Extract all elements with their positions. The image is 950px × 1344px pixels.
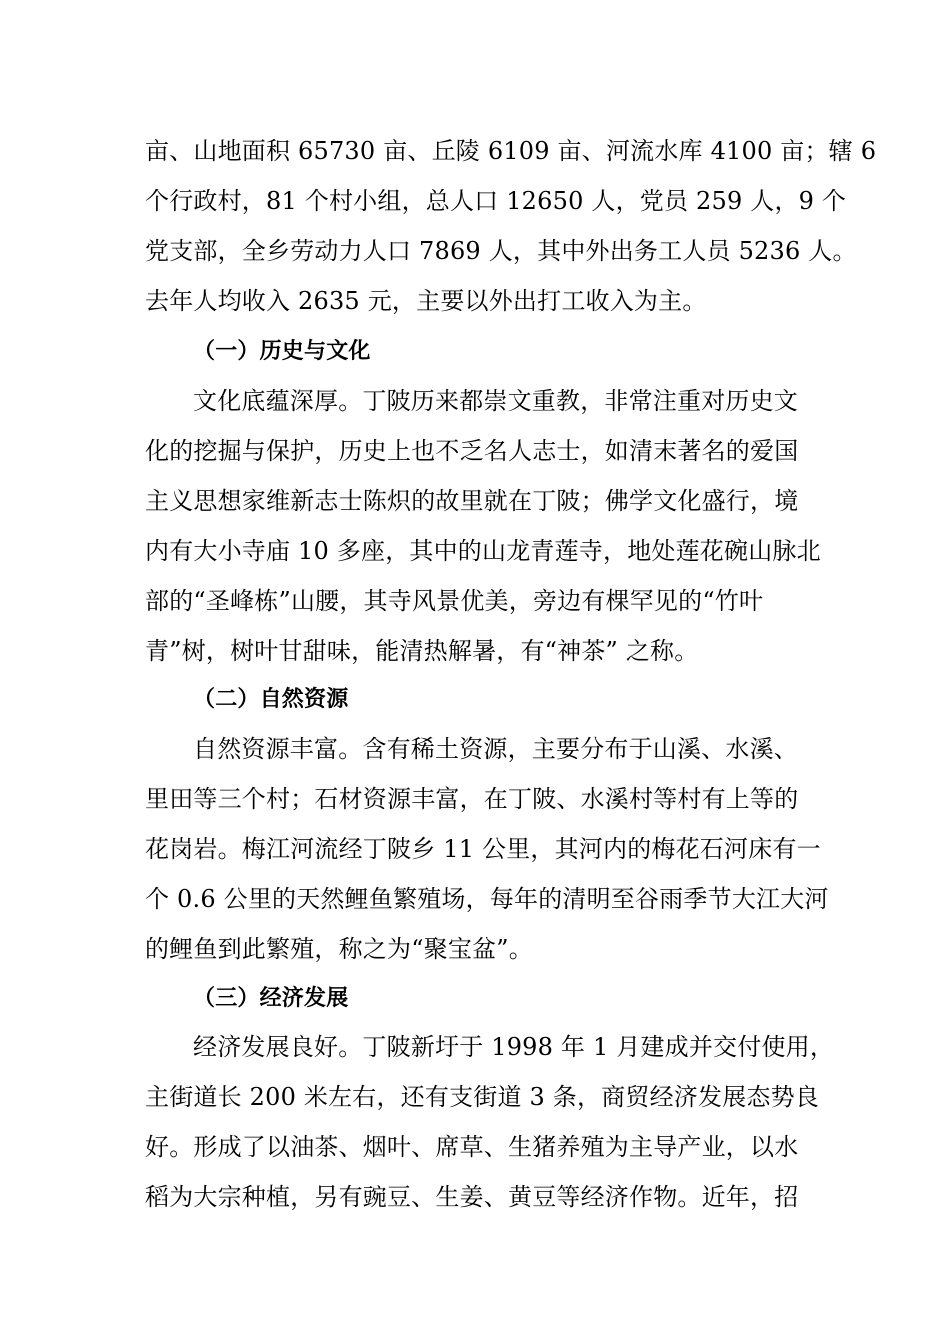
section1-line-1: 文化底蕴深厚。丁陂历来都崇文重教，非常注重对历史文 (193, 387, 798, 415)
section2-line-4: 个 0.6 公里的天然鲤鱼繁殖场，每年的清明至谷雨季节大江大河 (145, 885, 829, 913)
intro-line-1: 亩、山地面积 65730 亩、丘陵 6109 亩、河流水库 4100 亩；辖 6 (145, 137, 877, 165)
section2-line-3: 花岗岩。梅江河流经丁陂乡 11 公里，其河内的梅花石河床有一 (145, 835, 821, 863)
section1-line-3: 主义思想家维新志士陈炽的故里就在丁陂；佛学文化盛行，境 (145, 487, 799, 515)
section2-line-5: 的鲤鱼到此繁殖，称之为“聚宝盆”。 (145, 935, 533, 963)
section3-line-1: 经济发展良好。丁陂新圩于 1998 年 1 月建成并交付使用， (193, 1033, 835, 1061)
section1-line-5: 部的“圣峰栋”山腰，其寺风景优美，旁边有棵罕见的“竹叶 (145, 587, 764, 615)
intro-line-2: 个行政村，81 个村小组，总人口 12650 人，党员 259 人，9 个 (145, 187, 847, 215)
section3-line-4: 稻为大宗种植，另有豌豆、生姜、黄豆等经济作物。近年，招 (145, 1183, 799, 1211)
section-heading-economic-development: （三）经济发展 (193, 986, 349, 1011)
intro-line-3: 党支部，全乡劳动力人口 7869 人，其中外出务工人员 5236 人。 (145, 237, 857, 265)
section2-line-1: 自然资源丰富。含有稀土资源，主要分布于山溪、水溪、 (193, 735, 798, 763)
section3-line-3: 好。形成了以油茶、烟叶、席草、生猪养殖为主导产业，以水 (145, 1133, 799, 1161)
section3-line-2: 主街道长 200 米左右，还有支街道 3 条，商贸经济发展态势良 (145, 1083, 819, 1111)
section-heading-natural-resources: （二）自然资源 (193, 687, 349, 712)
intro-line-4: 去年人均收入 2635 元，主要以外出打工收入为主。 (145, 287, 707, 315)
section1-line-6: 青”树，树叶甘甜味，能清热解暑，有“神茶” 之称。 (145, 637, 699, 665)
section-heading-history-culture: （一）历史与文化 (193, 339, 371, 364)
section1-line-4: 内有大小寺庙 10 多座，其中的山龙青莲寺，地处莲花碗山脉北 (145, 537, 821, 565)
section1-line-2: 化的挖掘与保护，历史上也不乏名人志士，如清末著名的爱国 (145, 437, 799, 465)
section2-line-2: 里田等三个村；石材资源丰富，在丁陂、水溪村等村有上等的 (145, 785, 799, 813)
